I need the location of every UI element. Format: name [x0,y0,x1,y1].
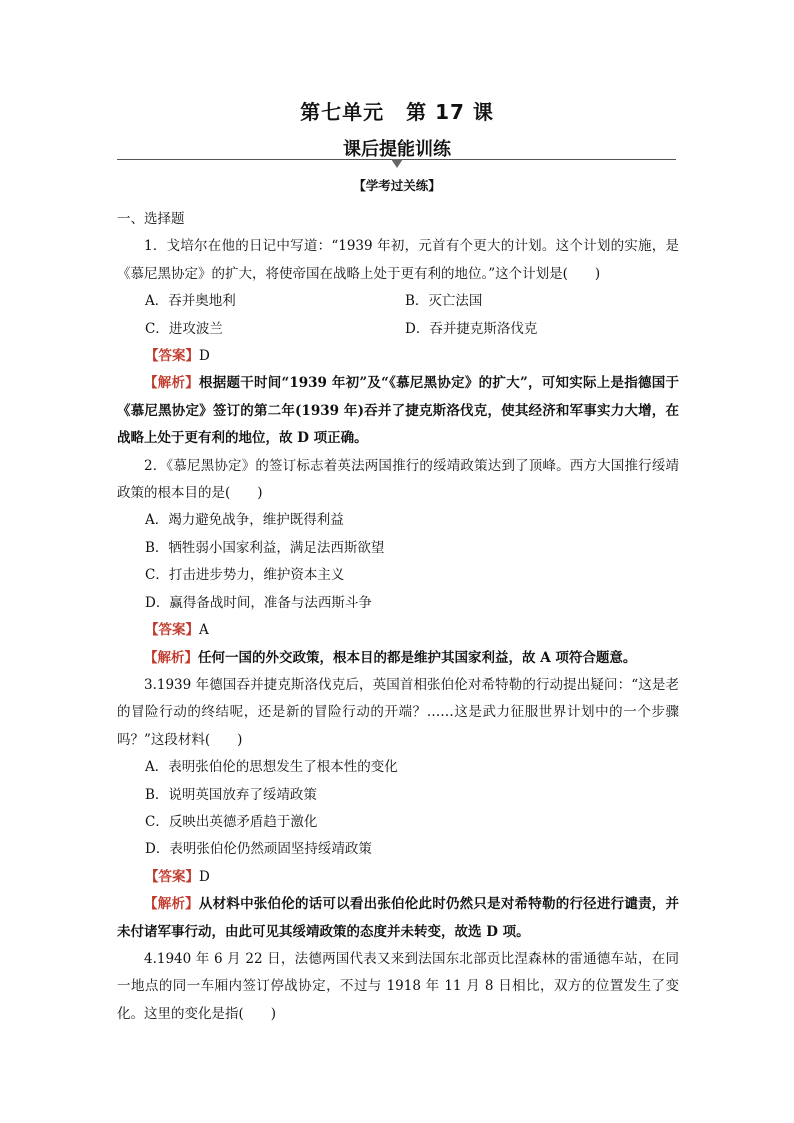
answer-line [117,617,679,644]
analysis-paragraph [117,645,679,672]
triangle-marker-icon [391,159,403,168]
option: B．灭亡法国 [405,293,483,310]
option: D．吞并捷克斯洛伐克 [405,320,538,337]
analysis-tag: 【解析】 [144,896,199,913]
page-subtitle: 课后提能训练 [343,139,451,160]
analysis-text: 从材料中张伯伦的话可以看出张伯伦此时仍然只是对希特勒的行径进行谴责，并未付诸军事行动，由此可见其绥靖政策的态度并未转变，故选 D 项。 [117,896,680,940]
answer-tag: 【答案】 [145,868,199,885]
option: A．竭力避免战争，维护既得利益 [145,512,344,529]
unit-label: 第七单元 [300,100,385,124]
answer-line [117,864,679,891]
option: A．吞并奥地利 [145,293,236,310]
option: C．进攻波兰 [145,320,223,337]
answer-tag: 【答案】 [145,622,199,639]
option: A．表明张伯伦的思想发生了根本性的变化 [145,759,398,776]
answer-line [117,343,679,370]
option: B．说明英国放弃了绥靖政策 [145,786,317,803]
section-tag: 【学考过关练】 [353,178,441,193]
question-stem: 1．戈培尔在他的日记中写道：“1939 年初，元首有个更大的计划。这个计划的实施，是《慕尼黑协定》的扩大，将使帝国在战略上处于更有利的地位。”这个计划是( ) [117,238,679,282]
option-row [117,288,679,315]
option: B．牺牲弱小国家利益，满足法西斯欲望 [145,539,385,556]
option: D．表明张伯伦仍然顽固坚持绥靖政策 [145,841,372,858]
lesson-label: 第 17 课 [406,100,494,124]
content-body [117,206,679,1028]
analysis-tag: 【解析】 [144,649,198,666]
question-stem: 4.1940 年 6 月 22 日，法德两国代表又来到法国东北部贡比涅森林的雷通德车站，在同一地点的同一车厢内签订停战协定，不过与 1918 年 11 月 8 日相比，双方的位置发生了变化。这里的变化是指( ) [117,950,679,1022]
answer-tag: 【答案】 [145,348,199,365]
option: C．打击进步势力，维护资本主义 [145,567,345,584]
option: D．赢得备战时间，准备与法西斯斗争 [145,594,372,611]
answer-value: D [199,348,210,365]
option: C．反映出英德矛盾趋于激化 [145,813,318,830]
option-row [117,316,679,343]
analysis-text: 任何一国的外交政策，根本目的都是维护其国家利益，故 A 项符合题意。 [198,649,637,666]
answer-value: D [199,868,210,885]
question-stem: 3.1939 年德国吞并捷克斯洛伐克后，英国首相张伯伦对希特勒的行动提出疑问：“这是老的冒险行动的终结呢，还是新的冒险行动的开端？……这是武力征服世界计划中的一个步骤吗？”这段材料( ) [117,676,679,748]
section-heading: 一、选择题 [117,211,185,227]
analysis-paragraph [117,891,679,946]
analysis-paragraph [117,370,679,452]
analysis-text: 根据题干时间“1939 年初”及“《慕尼黑协定》的扩大”，可知实际上是指德国于《慕尼黑协定》签订的第二年(1939 年)吞并了捷克斯洛伐克，使其经济和军事实力大增，在战略上处于更有利的地位，故 D 项正确。 [117,375,680,447]
analysis-tag: 【解析】 [144,375,200,392]
page-title [0,96,794,125]
answer-value: A [199,622,209,639]
question-stem: 2．《慕尼黑协定》的签订标志着英法两国推行的绥靖政策达到了顶峰。西方大国推行绥靖政策的根本目的是( ) [117,457,679,502]
